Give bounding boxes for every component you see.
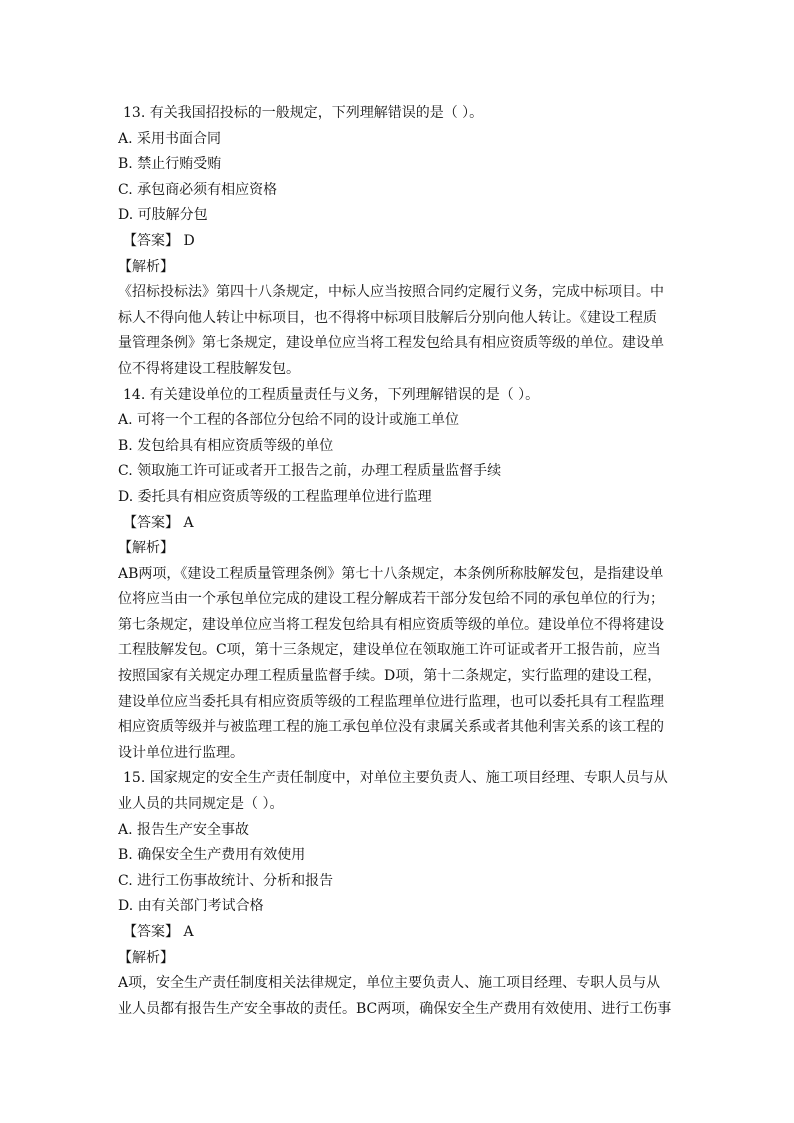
analysis-text: 相应资质等级并与被监理工程的施工承包单位没有隶属关系或者其他利害关系的该工程的 bbox=[118, 719, 664, 736]
answer-option: C. 领取施工许可证或者开工报告之前，办理工程质量监督手续 bbox=[118, 463, 502, 480]
analysis-text: 位不得将建设工程肢解发包。 bbox=[118, 360, 300, 377]
question-stem: 15. 国家规定的安全生产责任制度中，对单位主要负责人、施工项目经理、专职人员与从 bbox=[123, 770, 668, 787]
analysis-heading: 【解析】 bbox=[118, 540, 174, 557]
analysis-text: 量管理条例》第七条规定，建设单位应当将工程发包给具有相应资质等级的单位。建设单 bbox=[118, 335, 664, 352]
analysis-text: 工程肢解发包。C项，第十三条规定，建设单位在领取施工许可证或者开工报告前，应当 bbox=[118, 642, 661, 659]
analysis-text: 位将应当由一个承包单位完成的建设工程分解成若干部分发包给不同的承包单位的行为； bbox=[118, 591, 664, 608]
analysis-text: AB两项，《建设工程质量管理条例》第七十八条规定，本条例所称肢解发包，是指建设单 bbox=[118, 565, 664, 582]
answer-option: D. 可肢解分包 bbox=[118, 207, 208, 224]
analysis-heading: 【解析】 bbox=[118, 258, 174, 275]
question-stem: 14. 有关建设单位的工程质量责任与义务，下列理解错误的是（ ）。 bbox=[123, 386, 540, 403]
document-body bbox=[118, 101, 678, 1022]
analysis-text: 业人员的共同规定是（ ）。 bbox=[118, 796, 284, 813]
answer-option: A. 报告生产安全事故 bbox=[118, 821, 250, 838]
analysis-text: 建设单位应当委托具有相应资质等级的工程监理单位进行监理，也可以委托具有工程监理 bbox=[118, 693, 664, 710]
question-stem: 13. 有关我国招投标的一般规定，下列理解错误的是（ ）。 bbox=[123, 105, 484, 121]
answer-option: C. 进行工伤事故统计、分析和报告 bbox=[118, 872, 334, 889]
analysis-heading: 【解析】 bbox=[118, 949, 174, 966]
answer-option: A. 采用书面合同 bbox=[118, 130, 222, 147]
analysis-text: 按照国家有关规定办理工程质量监督手续。D项，第十二条规定，实行监理的建设工程， bbox=[118, 668, 662, 685]
answer-key: 【答案】 A bbox=[123, 514, 194, 531]
answer-option: D. 委托具有相应资质等级的工程监理单位进行监理 bbox=[118, 488, 432, 505]
analysis-text: 标人不得向他人转让中标项目，也不得将中标项目肢解后分别向他人转让。《建设工程质 bbox=[118, 309, 657, 326]
answer-option: D. 由有关部门考试合格 bbox=[118, 898, 264, 915]
answer-key: 【答案】 A bbox=[123, 924, 194, 940]
analysis-text: 《招标投标法》第四十八条规定，中标人应当按照合同约定履行义务，完成中标项目。中 bbox=[118, 284, 664, 301]
answer-option: B. 确保安全生产费用有效使用 bbox=[118, 847, 306, 864]
answer-option: C. 承包商必须有相应资格 bbox=[118, 181, 278, 198]
answer-option: A. 可将一个工程的各部位分包给不同的设计或施工单位 bbox=[118, 412, 460, 429]
analysis-text: 业人员都有报告生产安全事故的责任。BC两项，确保安全生产费用有效使用、进行工伤事 bbox=[118, 1000, 672, 1017]
answer-option: B. 禁止行贿受贿 bbox=[118, 156, 222, 173]
analysis-text: 设计单位进行监理。 bbox=[118, 744, 244, 761]
analysis-text: A项，安全生产责任制度相关法律规定，单位主要负责人、施工项目经理、专职人员与从 bbox=[118, 975, 661, 992]
analysis-text: 第七条规定，建设单位应当将工程发包给具有相应资质等级的单位。建设单位不得将建设 bbox=[118, 616, 664, 633]
answer-option: B. 发包给具有相应资质等级的单位 bbox=[118, 437, 334, 454]
answer-key: 【答案】 D bbox=[123, 232, 195, 249]
